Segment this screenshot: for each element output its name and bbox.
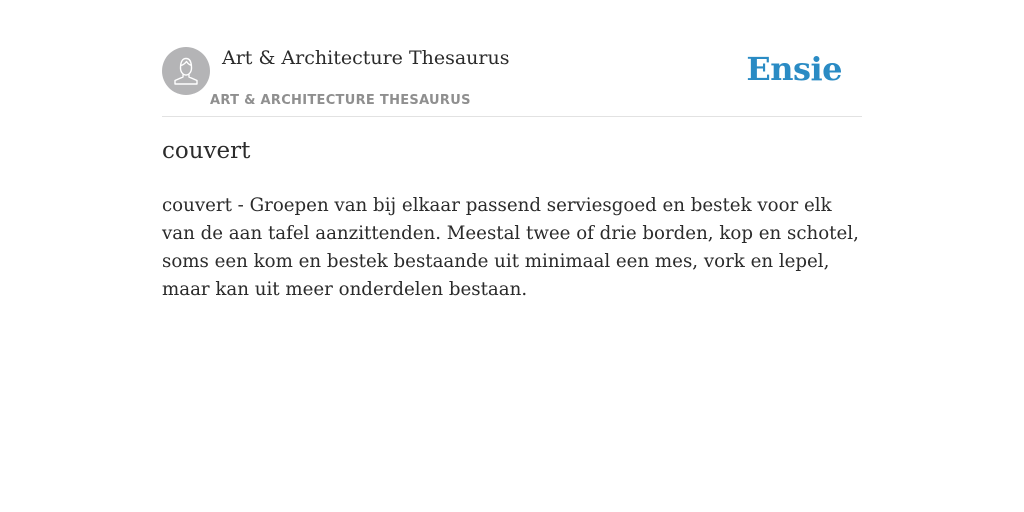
entry-title: couvert [162, 138, 251, 164]
user-silhouette-icon [162, 47, 210, 95]
entry-definition: couvert - Groepen van bij elkaar passend serviesgoed en bestek voor elk van de aan tafel aanzittenden. Meestal twee of drie borden, kop en schotel, soms een kom en bestek bestaande uit minimaal een mes, vork en lepel, maar kan uit meer onderdelen bestaan. [162, 195, 859, 300]
entry-header [162, 46, 862, 117]
author-source-label: ART & ARCHITECTURE THESAURUS [210, 93, 471, 108]
author-avatar[interactable] [162, 47, 210, 95]
author-name[interactable]: Art & Architecture Thesaurus [222, 47, 510, 69]
ensie-logo-link[interactable]: Ensie [746, 50, 842, 88]
